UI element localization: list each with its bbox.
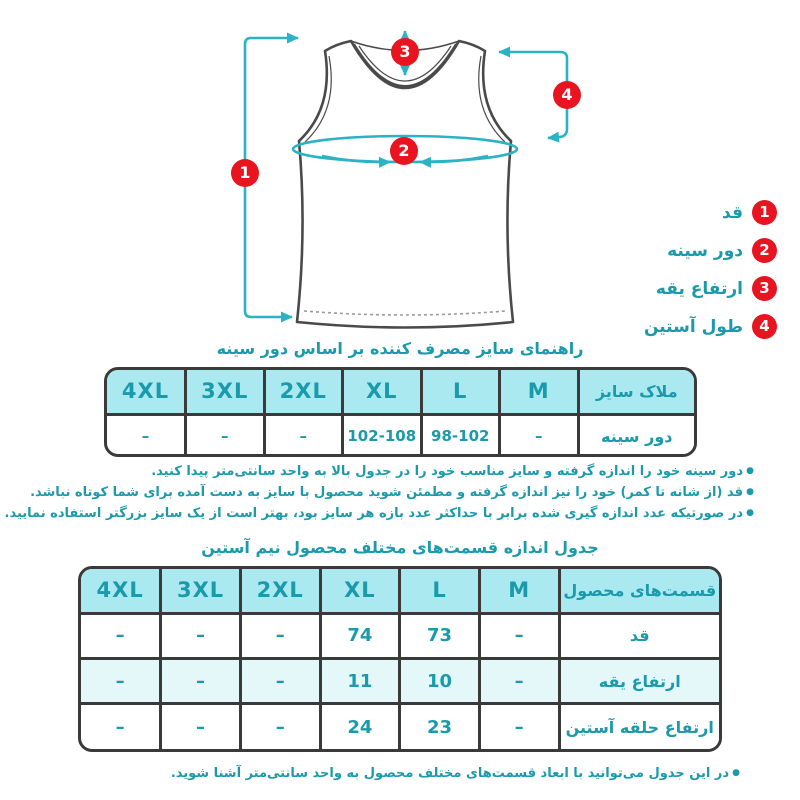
chest-value-3xl: – — [186, 414, 265, 457]
table-row — [81, 704, 719, 749]
armhole-value-l: 23 — [400, 704, 480, 749]
length-value-4xl: – — [81, 613, 161, 658]
armhole-row-label: ارتفاع حلقه آستین — [559, 704, 719, 749]
length-value-xl: 74 — [320, 613, 400, 658]
note-measure-length: ● قد (از شانه تا کمر) خود را نیز اندازه گرفته و مطمئن شوید محصول با سایز به دست آمده برای شما کوتاه نباشد. — [5, 482, 754, 503]
size-col-4xl: 4XL — [107, 370, 186, 414]
length-value-2xl: – — [240, 613, 320, 658]
legend-item-collar — [656, 276, 777, 301]
chest-value-xl: 102-108 — [343, 414, 422, 457]
parts-table — [78, 566, 722, 752]
armhole-value-2xl: – — [240, 704, 320, 749]
parts-col-l: L — [400, 569, 480, 613]
size-col-2xl: 2XL — [264, 370, 343, 414]
table-row — [81, 658, 719, 703]
legend-label-length: قد — [722, 202, 743, 223]
collar-value-xl: 11 — [320, 658, 400, 703]
parts-col-m: M — [479, 569, 559, 613]
marker-4-armhole: 4 — [553, 81, 581, 109]
legend-number-2: 2 — [752, 238, 777, 263]
size-col-xl: XL — [343, 370, 422, 414]
legend-label-collar: ارتفاع یقه — [655, 278, 743, 299]
note-size-up: ● در صورتیکه عدد اندازه گیری شده برابر با حداکثر عدد بازه هر سایز بود، بهتر است از یک سایز بزرگتر استفاده نمایید. — [5, 503, 754, 524]
size-guide-header-label: ملاک سایز — [578, 370, 694, 414]
size-guide-notes — [5, 461, 754, 524]
armhole-value-m: – — [479, 704, 559, 749]
marker-1-length: 1 — [231, 159, 259, 187]
parts-table-note — [171, 763, 740, 784]
length-row-label: قد — [559, 613, 719, 658]
collar-row-label: ارتفاع یقه — [559, 658, 719, 703]
collar-value-m: – — [479, 658, 559, 703]
legend-item-chest — [667, 238, 777, 263]
parts-header-label: قسمت‌های محصول — [559, 569, 719, 613]
size-guide-title: راهنمای سایز مصرف کننده بر اساس دور سینه — [216, 339, 584, 358]
legend-label-chest: دور سینه — [667, 240, 743, 261]
chest-value-m: – — [500, 414, 579, 457]
size-col-3xl: 3XL — [186, 370, 265, 414]
chest-value-l: 98-102 — [421, 414, 500, 457]
parts-table-title: جدول اندازه قسمت‌های مختلف محصول نیم آستین — [201, 538, 599, 557]
collar-value-2xl: – — [240, 658, 320, 703]
tank-top-outline — [297, 41, 513, 328]
armhole-value-xl: 24 — [320, 704, 400, 749]
chest-value-2xl: – — [264, 414, 343, 457]
parts-col-4xl: 4XL — [81, 569, 161, 613]
parts-col-3xl: 3XL — [161, 569, 241, 613]
armhole-value-3xl: – — [161, 704, 241, 749]
legend-label-sleeve: طول آستین — [643, 316, 743, 337]
collar-value-3xl: – — [161, 658, 241, 703]
length-value-m: – — [479, 613, 559, 658]
length-value-3xl: – — [161, 613, 241, 658]
table-row — [81, 613, 719, 658]
marker-3-collar: 3 — [391, 38, 419, 66]
collar-value-4xl: – — [81, 658, 161, 703]
size-guide-table — [104, 367, 697, 457]
collar-value-l: 10 — [400, 658, 480, 703]
legend-number-1: 1 — [752, 200, 777, 225]
length-value-l: 73 — [400, 613, 480, 658]
chest-value-4xl: – — [107, 414, 186, 457]
size-col-m: M — [500, 370, 579, 414]
legend-item-sleeve — [644, 314, 777, 339]
marker-2-chest: 2 — [390, 137, 418, 165]
legend-item-length — [722, 200, 777, 225]
legend-number-3: 3 — [752, 276, 777, 301]
parts-col-2xl: 2XL — [240, 569, 320, 613]
table-row — [107, 414, 694, 457]
note-parts-dimensions: ● در این جدول می‌توانید با ابعاد قسمت‌های مختلف محصول به واحد سانتی‌متر آشنا شوید. — [171, 763, 740, 784]
armhole-value-4xl: – — [81, 704, 161, 749]
note-measure-chest: ● دور سینه خود را اندازه گرفته و سایز مناسب خود را در جدول بالا به واحد سانتی‌متر پیدا کنید. — [5, 461, 754, 482]
parts-col-xl: XL — [320, 569, 400, 613]
chest-row-label: دور سینه — [578, 414, 694, 457]
size-col-l: L — [421, 370, 500, 414]
legend-number-4: 4 — [752, 314, 777, 339]
